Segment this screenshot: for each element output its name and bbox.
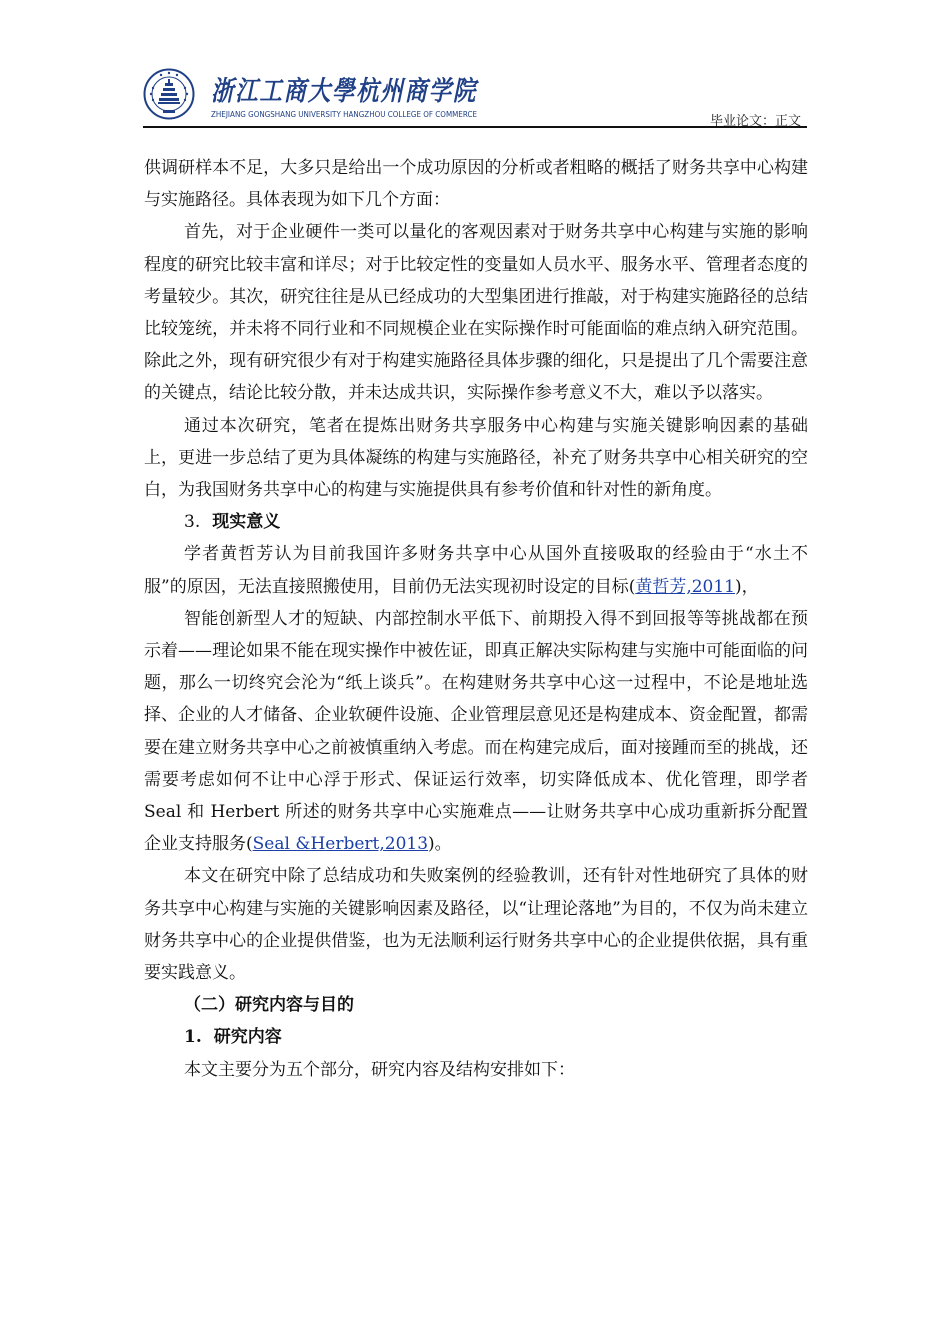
paragraph-3: 通过本次研究，笔者在提炼出财务共享服务中心构建与实施关键影响因素的基础上，更进一步总结了更为具体凝练的构建与实施路径，补充了财务共享中心相关研究的空白，为我国财务共享中心的构建与实施提供具有参考价值和针对性的新角度。 (144, 415, 808, 501)
header-rule (143, 126, 807, 128)
logo-en-text: ZHEJIANG GONGSHANG UNIVERSITY HANGZHOU COLLEGE OF COMMERCE (211, 110, 478, 119)
paragraph-5-text: 智能创新型人才的短缺、内部控制水平低下、前期投入得不到回报等等挑战都在预示着——理论如果不能在现实操作中被佐证，即真正解决实际构建与实施中可能面临的问题，那么一切终究会沦为“纸上谈兵”。在构建财务共享中心这一过程中，不论是地址选择、企业的人才储备、企业软硬件设施、企业管理层意见还是构建成本、资金配置，都需要在建立财务共享中心之前被慎重纳入考虑。而在构建完成后，面对接踵而至的挑战，还需要考虑如何不让中心浮于形式、保证运行效率，切实降低成本、优化管理，即学者 Seal 和 Herbert 所述的财务共享中心实施难点——让财务共享中心成功重新拆分配置企业支持服务( (144, 608, 808, 855)
paragraph-2: 首先，对于企业硬件一类可以量化的客观因素对于财务共享中心构建与实施的影响程度的研究比较丰富和详尽；对于比较定性的变量如人员水平、服务水平、管理者态度的考量较少。其次，研究往往是从已经成功的大型集团进行推敲，对于构建实施路径的总结比较笼统，并未将不同行业和不同规模企业在实际操作时可能面临的难点纳入研究范围。除此之外，现有研究很少有对于构建实施路径具体步骤的细化，只是提出了几个需要注意的关键点，结论比较分散，并未达成共识，实际操作参考意义不大，难以予以落实。 (144, 222, 808, 404)
heading-research-content (144, 1021, 808, 1053)
heading-practical-significance (144, 506, 808, 538)
heading-title: 现实意义 (212, 512, 281, 533)
paragraph-1: 供调研样本不足，大多只是给出一个成功原因的分析或者粗略的概括了财务共享中心构建与实施路径。具体表现为如下几个方面： (144, 158, 808, 211)
section-heading-research-content-purpose: （二）研究内容与目的 (184, 995, 354, 1016)
citation-link-huang[interactable]: 黄哲芳,2011 (635, 576, 735, 597)
page-header (143, 62, 807, 128)
university-wordmark-logo (211, 70, 571, 122)
heading-number: 3. (184, 512, 201, 533)
citation-link-seal-herbert[interactable]: Seal &Herbert,2013 (252, 834, 429, 855)
logo-cn-text: 浙江工商大學杭州商学院 (211, 76, 480, 107)
paragraph-6: 本文在研究中除了总结成功和失败案例的经验教训，还有针对性地研究了具体的财务共享中心构建与实施的关键影响因素及路径，以“让理论落地”为目的，不仅为尚未建立财务共享中心的企业提供借鉴，也为无法顺利运行财务共享中心的企业提供依据，具有重要实践意义。 (144, 866, 808, 984)
paragraph-5-tail: )。 (428, 834, 452, 855)
header-label: 毕业论文：正文 (709, 114, 801, 129)
paragraph-7: 本文主要分为五个部分，研究内容及结构安排如下： (184, 1059, 575, 1080)
heading-number: 1. (184, 1027, 202, 1048)
paragraph-5 (144, 603, 808, 861)
heading-title: 研究内容 (213, 1027, 282, 1048)
paragraph-4-text: 学者黄哲芳认为目前我国许多财务共享中心从国外直接吸取的经验由于“水土不服”的原因，无法直接照搬使用，目前仍无法实现初时设定的目标( (144, 544, 808, 597)
university-seal-logo (143, 68, 195, 120)
main-content (144, 152, 808, 1086)
paragraph-4-tail: )， (735, 576, 759, 597)
paragraph-4 (144, 538, 808, 602)
